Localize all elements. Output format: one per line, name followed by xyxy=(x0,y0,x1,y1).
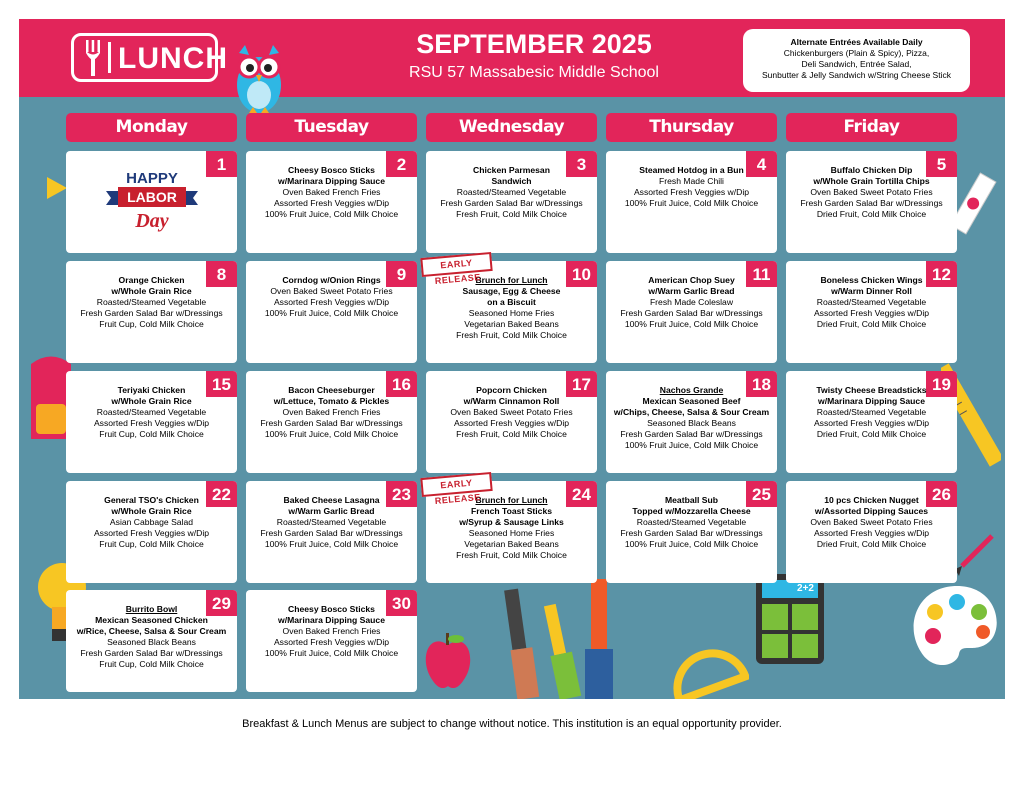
menu-entree: Twisty Cheese Breadsticks xyxy=(816,385,927,395)
day-header-tuesday: Tuesday xyxy=(246,113,417,142)
menu-side: Oven Baked Sweet Potato Fries xyxy=(450,407,573,417)
menu-side: Fresh Garden Salad Bar w/Dressings xyxy=(620,429,763,439)
menu-side: Roasted/Steamed Vegetable xyxy=(276,517,387,527)
menu-side: Oven Baked Sweet Potato Fries xyxy=(810,187,933,197)
day-cell-30 xyxy=(246,590,417,692)
day-number: 15 xyxy=(206,371,237,397)
day-number: 22 xyxy=(206,481,237,507)
day-number: 2 xyxy=(386,151,417,177)
menu-items xyxy=(246,275,417,319)
menu-side: Seasoned Home Fries xyxy=(468,308,555,318)
day-cell-4 xyxy=(606,151,777,253)
day-number: 10 xyxy=(566,261,597,287)
header-bar xyxy=(19,19,1005,97)
menu-entree: Topped w/Mozzarella Cheese xyxy=(632,506,751,516)
menu-side: Oven Baked French Fries xyxy=(282,407,381,417)
menu-side: 100% Fruit Juice, Cold Milk Choice xyxy=(624,440,759,450)
menu-side: Fresh Made Chili xyxy=(659,176,724,186)
menu-side: Fruit Cup, Cold Milk Choice xyxy=(99,319,204,329)
day-number: 18 xyxy=(746,371,777,397)
menu-entree: Popcorn Chicken xyxy=(476,385,547,395)
menu-side: Oven Baked French Fries xyxy=(282,187,381,197)
labor-day-day: Day xyxy=(135,210,169,232)
menu-items xyxy=(66,275,237,330)
menu-entree: Cheesy Bosco Sticks xyxy=(288,604,375,614)
alternate-entrees-line: Chickenburgers (Plain & Spicy), Pizza, xyxy=(783,48,930,58)
menu-entree: Mexican Seasoned Chicken xyxy=(95,615,208,625)
menu-side: Fresh Garden Salad Bar w/Dressings xyxy=(800,198,943,208)
day-number: 12 xyxy=(926,261,957,287)
day-cell-9 xyxy=(246,261,417,363)
menu-entree: Boneless Chicken Wings xyxy=(820,275,923,285)
menu-items xyxy=(786,165,957,220)
pennant-icon xyxy=(47,177,67,199)
day-number: 23 xyxy=(386,481,417,507)
menu-side: Seasoned Black Beans xyxy=(107,637,196,647)
menu-items xyxy=(426,385,597,440)
protractor-icon xyxy=(669,639,749,699)
menu-side: Dried Fruit, Cold Milk Choice xyxy=(816,209,927,219)
menu-side: Dried Fruit, Cold Milk Choice xyxy=(816,319,927,329)
menu-entree: w/Lettuce, Tomato & Pickles xyxy=(273,396,390,406)
menu-side: Assorted Fresh Veggies w/Dip xyxy=(273,637,390,647)
menu-side: Oven Baked Sweet Potato Fries xyxy=(270,286,393,296)
apple-icon xyxy=(423,631,473,691)
menu-items xyxy=(246,604,417,659)
day-header-friday: Friday xyxy=(786,113,957,142)
menu-entree: Bacon Cheeseburger xyxy=(288,385,375,395)
day-cell-29 xyxy=(66,590,237,692)
day-cell-8 xyxy=(66,261,237,363)
menu-entree: 10 pcs Chicken Nugget xyxy=(824,495,919,505)
day-number: 25 xyxy=(746,481,777,507)
alternate-entrees-box xyxy=(743,29,970,92)
day-cell-15 xyxy=(66,371,237,473)
menu-side: 100% Fruit Juice, Cold Milk Choice xyxy=(264,429,399,439)
menu-items xyxy=(66,604,237,670)
menu-side: Roasted/Steamed Vegetable xyxy=(96,407,207,417)
menu-side: Fruit Cup, Cold Milk Choice xyxy=(99,539,204,549)
menu-entree: Buffalo Chicken Dip xyxy=(830,165,913,175)
menu-side: Assorted Fresh Veggies w/Dip xyxy=(813,308,930,318)
day-cell-17 xyxy=(426,371,597,473)
day-number: 16 xyxy=(386,371,417,397)
menu-side: Roasted/Steamed Vegetable xyxy=(456,187,567,197)
menu-items xyxy=(66,385,237,440)
menu-side: Fresh Garden Salad Bar w/Dressings xyxy=(260,528,403,538)
menu-entree: on a Biscuit xyxy=(487,297,536,307)
menu-entree: w/Warm Garlic Bread xyxy=(648,286,735,296)
calculator-icon xyxy=(756,574,824,664)
menu-side: Fresh Fruit, Cold Milk Choice xyxy=(456,209,567,219)
logo-text: LUNCH xyxy=(118,42,228,75)
menu-entree: Orange Chicken xyxy=(118,275,185,285)
alternate-entrees-line: Deli Sandwich, Entrée Salad, xyxy=(801,59,912,69)
menu-entree: w/Whole Grain Rice xyxy=(111,396,192,406)
menu-entree: Sausage, Egg & Cheese xyxy=(462,286,561,296)
menu-side: Fresh Made Coleslaw xyxy=(649,297,734,307)
menu-items xyxy=(246,165,417,220)
day-header-monday: Monday xyxy=(66,113,237,142)
menu-entree: Chicken Parmesan xyxy=(473,165,550,175)
menu-side: Assorted Fresh Veggies w/Dip xyxy=(453,418,570,428)
menu-side: 100% Fruit Juice, Cold Milk Choice xyxy=(264,648,399,658)
day-cell-25 xyxy=(606,481,777,583)
menu-side: Assorted Fresh Veggies w/Dip xyxy=(93,418,210,428)
menu-poster xyxy=(19,19,1005,699)
day-header-wednesday: Wednesday xyxy=(426,113,597,142)
day-number: 11 xyxy=(746,261,777,287)
menu-side: Assorted Fresh Veggies w/Dip xyxy=(813,528,930,538)
lunch-logo xyxy=(71,33,228,82)
menu-side: Vegetarian Baked Beans xyxy=(464,319,559,329)
menu-side: 100% Fruit Juice, Cold Milk Choice xyxy=(624,539,759,549)
day-number: 8 xyxy=(206,261,237,287)
backpack-icon xyxy=(31,349,71,439)
menu-side: Oven Baked French Fries xyxy=(282,626,381,636)
day-number: 4 xyxy=(746,151,777,177)
menu-entree: Cheesy Bosco Sticks xyxy=(288,165,375,175)
labor-day-happy: HAPPY xyxy=(126,170,178,187)
alternate-entrees-line: Sunbutter & Jelly Sandwich w/String Cheese Stick xyxy=(762,70,951,80)
menu-entree: w/Chips, Cheese, Salsa & Sour Cream xyxy=(613,407,770,417)
day-number: 30 xyxy=(386,590,417,616)
menu-side: Seasoned Black Beans xyxy=(647,418,736,428)
menu-items xyxy=(606,385,777,451)
day-number: 5 xyxy=(926,151,957,177)
paint-palette-icon xyxy=(909,584,1005,674)
menu-side: Assorted Fresh Veggies w/Dip xyxy=(633,187,750,197)
menu-entree: Baked Cheese Lasagna xyxy=(283,495,380,505)
menu-side: Fruit Cup, Cold Milk Choice xyxy=(99,429,204,439)
day-number: 24 xyxy=(566,481,597,507)
menu-side: Roasted/Steamed Vegetable xyxy=(96,297,207,307)
menu-entree: General TSO's Chicken xyxy=(104,495,199,505)
day-cell-19 xyxy=(786,371,957,473)
menu-side: Roasted/Steamed Vegetable xyxy=(816,297,927,307)
menu-side: 100% Fruit Juice, Cold Milk Choice xyxy=(264,209,399,219)
menu-entree: w/Warm Garlic Bread xyxy=(288,506,375,516)
menu-entree: w/Syrup & Sausage Links xyxy=(459,517,564,527)
menu-side: Fresh Fruit, Cold Milk Choice xyxy=(456,550,567,560)
menu-side: Assorted Fresh Veggies w/Dip xyxy=(273,297,390,307)
day-number: 19 xyxy=(926,371,957,397)
owl-mascot-icon xyxy=(231,45,287,115)
menu-items xyxy=(66,495,237,550)
menu-entree: w/Whole Grain Rice xyxy=(111,286,192,296)
menu-entree: Teriyaki Chicken xyxy=(117,385,186,395)
menu-side: Fresh Garden Salad Bar w/Dressings xyxy=(620,308,763,318)
menu-entree: w/Marinara Dipping Sauce xyxy=(278,176,385,186)
menu-side: Fresh Garden Salad Bar w/Dressings xyxy=(440,198,583,208)
day-cell-2 xyxy=(246,151,417,253)
menu-side: Fresh Garden Salad Bar w/Dressings xyxy=(620,528,763,538)
menu-entree: w/Whole Grain Tortilla Chips xyxy=(813,176,930,186)
menu-entree: w/Warm Cinnamon Roll xyxy=(463,396,560,406)
menu-entree: Corndog w/Onion Rings xyxy=(282,275,381,285)
menu-items xyxy=(246,495,417,550)
menu-items xyxy=(246,385,417,440)
day-number: 3 xyxy=(566,151,597,177)
menu-items xyxy=(426,165,597,220)
menu-entree: Sandwich xyxy=(491,176,532,186)
menu-entree: American Chop Suey xyxy=(648,275,735,285)
menu-theme: Nachos Grande xyxy=(659,385,724,395)
menu-side: Assorted Fresh Veggies w/Dip xyxy=(93,528,210,538)
menu-items xyxy=(786,275,957,330)
day-cell-22 xyxy=(66,481,237,583)
day-number: 17 xyxy=(566,371,597,397)
menu-side: Vegetarian Baked Beans xyxy=(464,539,559,549)
month-title: SEPTEMBER 2025 xyxy=(416,29,652,59)
day-cell-18 xyxy=(606,371,777,473)
menu-theme: Brunch for Lunch xyxy=(475,495,548,505)
menu-side: Fresh Garden Salad Bar w/Dressings xyxy=(260,418,403,428)
day-cell-26 xyxy=(786,481,957,583)
day-cell-3 xyxy=(426,151,597,253)
school-name: RSU 57 Massabesic Middle School xyxy=(409,64,659,81)
menu-side: Oven Baked Sweet Potato Fries xyxy=(810,517,933,527)
logo-divider xyxy=(108,42,111,73)
day-number: 1 xyxy=(206,151,237,177)
menu-entree: w/Whole Grain Rice xyxy=(111,506,192,516)
day-cell-23 xyxy=(246,481,417,583)
day-number: 9 xyxy=(386,261,417,287)
menu-entree: Meatball Sub xyxy=(664,495,718,505)
early-release-stamp: EARLY RELEASE xyxy=(420,472,492,497)
menu-theme: Brunch for Lunch xyxy=(475,275,548,285)
calculator-display: 2+2 xyxy=(762,580,818,598)
day-number: 26 xyxy=(926,481,957,507)
menu-side: Fresh Fruit, Cold Milk Choice xyxy=(456,330,567,340)
alternate-entrees-title: Alternate Entrées Available Daily xyxy=(790,37,923,47)
menu-entree: w/Marinara Dipping Sauce xyxy=(278,615,385,625)
menu-side: Assorted Fresh Veggies w/Dip xyxy=(813,418,930,428)
menu-side: Seasoned Home Fries xyxy=(468,528,555,538)
day-cell-1 xyxy=(66,151,237,253)
labor-day-labor: LABOR xyxy=(127,189,177,205)
menu-side: 100% Fruit Juice, Cold Milk Choice xyxy=(624,198,759,208)
menu-side: 100% Fruit Juice, Cold Milk Choice xyxy=(264,308,399,318)
day-header-thursday: Thursday xyxy=(606,113,777,142)
hands-with-pencils-icon xyxy=(499,579,649,699)
menu-side: Dried Fruit, Cold Milk Choice xyxy=(816,429,927,439)
menu-entree: French Toast Sticks xyxy=(470,506,553,516)
menu-theme: Burrito Bowl xyxy=(125,604,178,614)
menu-entree: w/Assorted Dipping Sauces xyxy=(814,506,929,516)
menu-items xyxy=(606,495,777,550)
day-number: 29 xyxy=(206,590,237,616)
menu-side: 100% Fruit Juice, Cold Milk Choice xyxy=(264,539,399,549)
early-release-stamp: EARLY RELEASE xyxy=(420,252,492,277)
day-cell-11 xyxy=(606,261,777,363)
menu-side: Roasted/Steamed Vegetable xyxy=(816,407,927,417)
menu-side: Fresh Garden Salad Bar w/Dressings xyxy=(80,308,223,318)
menu-items xyxy=(786,495,957,550)
menu-side: Dried Fruit, Cold Milk Choice xyxy=(816,539,927,549)
day-cell-12 xyxy=(786,261,957,363)
menu-entree: Mexican Seasoned Beef xyxy=(642,396,741,406)
menu-side: Roasted/Steamed Vegetable xyxy=(636,517,747,527)
menu-entree: w/Marinara Dipping Sauce xyxy=(818,396,925,406)
menu-side: Fruit Cup, Cold Milk Choice xyxy=(99,659,204,669)
menu-side: Assorted Fresh Veggies w/Dip xyxy=(273,198,390,208)
menu-side: Asian Cabbage Salad xyxy=(109,517,194,527)
fork-icon xyxy=(84,40,102,76)
happy-labor-day-graphic xyxy=(104,165,200,239)
menu-side: 100% Fruit Juice, Cold Milk Choice xyxy=(624,319,759,329)
menu-items xyxy=(786,385,957,440)
menu-entree: w/Warm Dinner Roll xyxy=(831,286,912,296)
menu-side: Fresh Garden Salad Bar w/Dressings xyxy=(80,648,223,658)
menu-entree: Steamed Hotdog in a Bun xyxy=(639,165,744,175)
day-cell-5 xyxy=(786,151,957,253)
menu-side: Fresh Fruit, Cold Milk Choice xyxy=(456,429,567,439)
day-cell-16 xyxy=(246,371,417,473)
menu-entree: w/Rice, Cheese, Salsa & Sour Cream xyxy=(76,626,227,636)
menu-items xyxy=(606,275,777,330)
menu-items xyxy=(606,165,777,209)
footer-disclaimer: Breakfast & Lunch Menus are subject to change without notice. This institution is an equal opportunity provider. xyxy=(242,718,782,730)
